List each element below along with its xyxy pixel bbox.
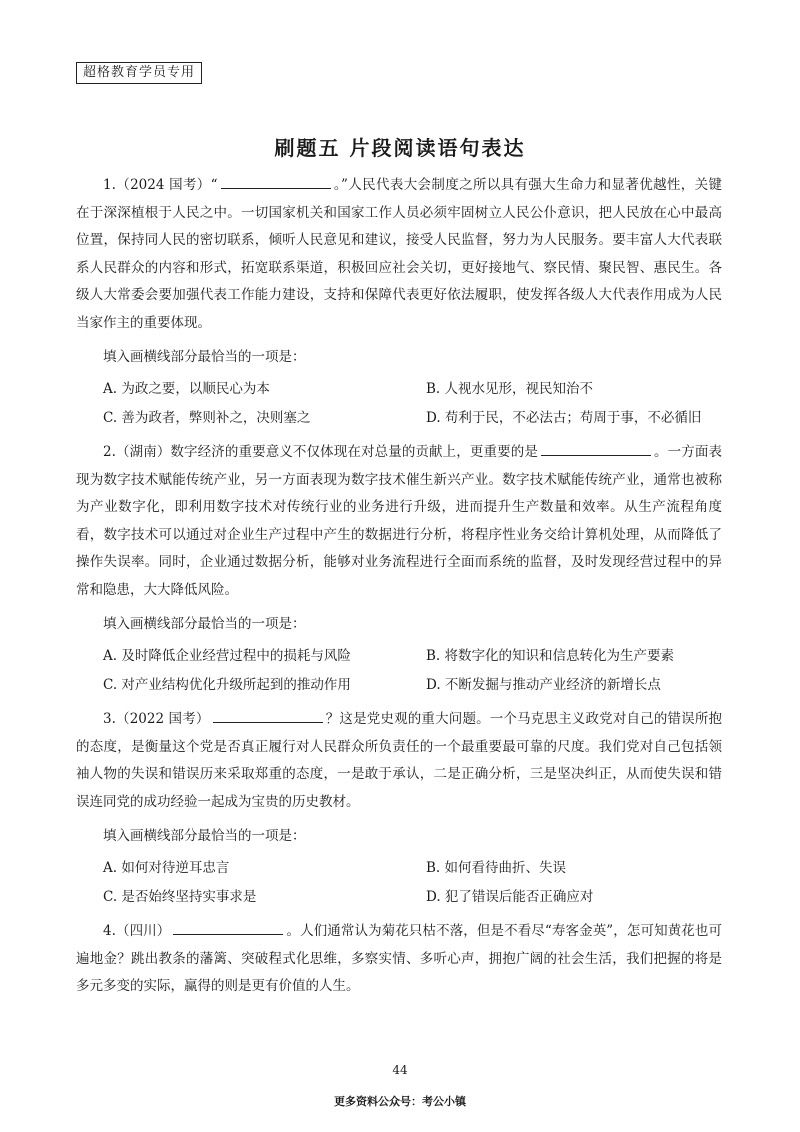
- question-1-body: 。”人民代表大会制度之所以具有强大生命力和显著优越性，关键在于深深植根于人民之中。一切国家机关和国家工作人员必须牢固树立人民公仆意识，把人民放在心中最高位置，保持同人民的密切联系，倾听人民意见和建议，接受人民监督，努力为人民服务。要丰富人大代表联系人民群众的内容和形式，拓宽联系渠道，积极回应社会关切，更好接地气、察民情、聚民智、惠民生。各级人大常委会要加强代表工作能力建设，支持和保障代表更好依法履职，使发挥各级人大代表作用成为人民当家作主的重要体现。: [76, 177, 722, 331]
- question-4-body: 。人们通常认为菊花只枯不落，但是不看尽“寿客金英”，怎可知黄花也可遍地金？跳出教条的藩篱、突破程式化思维，多察实情、多听心声，拥抱广阔的社会生活，我们把握的将是多元多变的实际，赢得的则是更有价值的人生。: [76, 923, 722, 994]
- question-3: [76, 706, 722, 912]
- question-3-option-d: D. 犯了错误后能否正确应对: [426, 889, 594, 905]
- question-2-option-b: B. 将数字化的知识和信息转化为生产要素: [426, 648, 675, 664]
- question-3-option-c: C. 是否始终坚持实事求是: [103, 889, 257, 905]
- question-4-lead: 4.（四川）: [103, 923, 171, 939]
- question-1-text: [76, 172, 722, 337]
- question-1-option-a: A. 为政之要，以顺民心为本: [103, 381, 270, 397]
- question-4-text: [76, 918, 722, 1001]
- question-list: [76, 172, 722, 1001]
- question-3-option-a: A. 如何对待逆耳忠言: [103, 860, 230, 876]
- question-2-body: 。一方面表现为数字技术赋能传统产业，另一方面表现为数字技术催生新兴产业。数字技术赋能传统产业，通常也被称为产业数字化，即利用数字技术对传统行业的业务进行升级，进而提升生产数量和效率。从生产流程角度看，数字技术可以通过对企业生产过程中产生的数据进行分析，将程序性业务交给计算机处理，从而降低了操作失误率。同时，企业通过数据分析，能够对业务流程进行全面而系统的监督，及时发现经营过程中的异常和隐患，大大降低风险。: [76, 444, 722, 598]
- question-2-options: [76, 642, 722, 700]
- question-2-option-a: A. 及时降低企业经营过程中的损耗与风险: [103, 648, 351, 664]
- question-1-option-d: D. 苟利于民，不必法古；苟周于事，不必循旧: [426, 410, 702, 426]
- question-4-blank: [173, 920, 283, 935]
- question-3-text: [76, 706, 722, 816]
- question-3-prompt: 填入画横线部分最恰当的一项是：: [103, 828, 306, 844]
- question-1-lead: 1.（2024 国考）“: [103, 177, 218, 193]
- question-2: [76, 439, 722, 700]
- question-3-lead: 3.（2022 国考）: [103, 711, 210, 727]
- question-2-lead: 2.（湖南）数字经济的重要意义不仅体现在对总量的贡献上，更重要的是: [103, 444, 538, 460]
- question-3-options: [76, 854, 722, 912]
- question-3-body: ？这是党史观的重大问题。一个马克思主义政党对自己的错误所抱的态度，是衡量这个党是否真正履行对人民群众所负责任的一个最重要最可靠的尺度。我们党对自己包括领袖人物的失误和错误历来采取郑重的态度，一是敢于承认，二是正确分析，三是坚决纠正，从而使失误和错误连同党的成功经验一起成为宝贵的历史教材。: [76, 711, 723, 810]
- question-1-prompt: 填入画横线部分最恰当的一项是：: [103, 349, 306, 365]
- question-2-prompt: 填入画横线部分最恰当的一项是：: [103, 616, 306, 632]
- question-2-blank: [541, 441, 651, 456]
- question-4: [76, 918, 722, 1001]
- question-1-blank: [221, 174, 331, 189]
- question-1-options: [76, 375, 722, 433]
- watermark-stamp: 超格教育学员专用: [76, 62, 202, 84]
- question-1-option-b: B. 人视水见形，视民知治不: [426, 381, 594, 397]
- footer-note: 更多资料公众号：考公小镇: [334, 1095, 466, 1108]
- question-2-option-c: C. 对产业结构优化升级所起到的推动作用: [103, 677, 351, 693]
- page-number: 44: [392, 1063, 408, 1077]
- question-3-blank: [213, 708, 323, 723]
- question-2-text: [76, 439, 722, 604]
- page-title: 刷题五 片段阅读语句表达: [274, 136, 526, 160]
- question-1-option-c: C. 善为政者，弊则补之，决则塞之: [103, 410, 311, 426]
- question-3-option-b: B. 如何看待曲折、失误: [426, 860, 567, 876]
- question-2-option-d: D. 不断发掘与推动产业经济的新增长点: [426, 677, 661, 693]
- question-1: [76, 172, 722, 433]
